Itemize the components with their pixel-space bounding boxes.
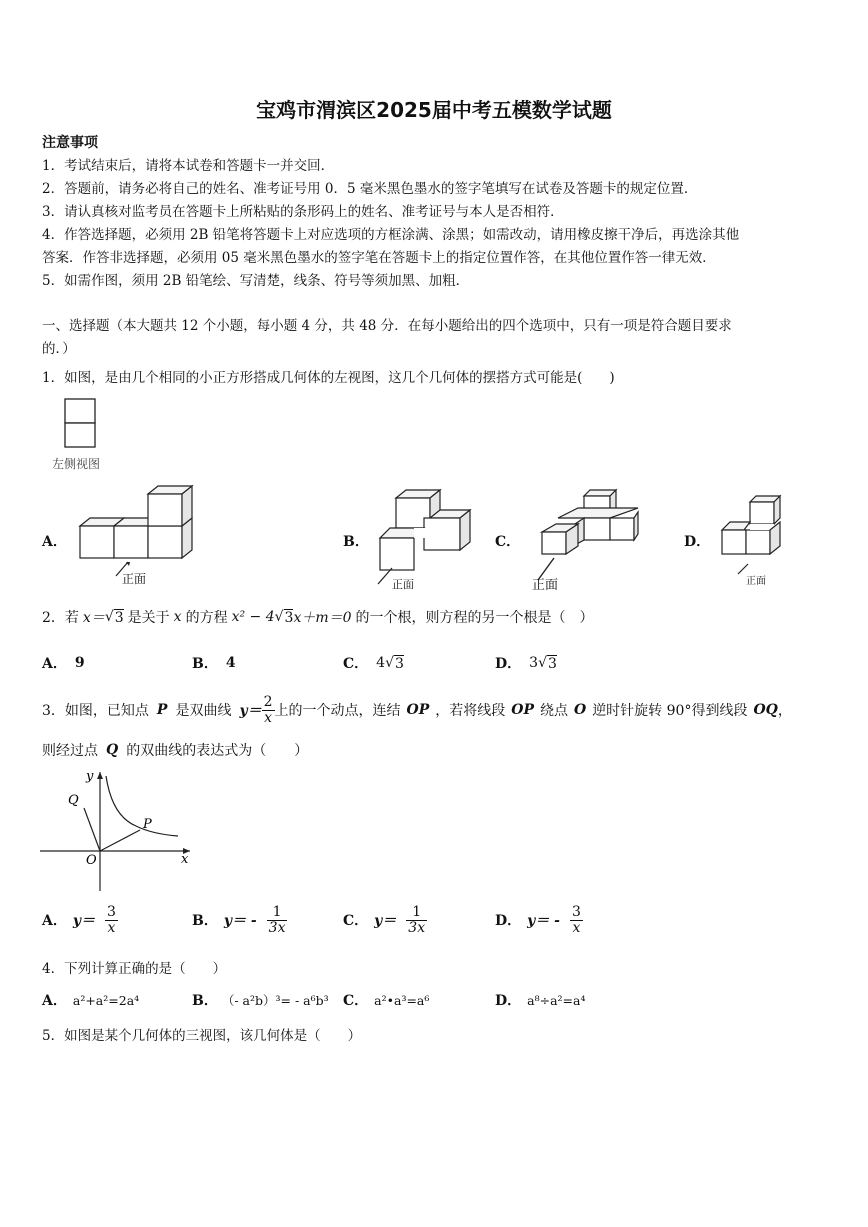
q3-var: Q: [106, 742, 119, 758]
q3-var: OQ: [753, 702, 778, 718]
q1-stem: 1．如图，是由几个相同的小正方形搭成几何体的左视图，这几个几何体的摆搭方式可能是( ): [42, 370, 615, 386]
page-title: 宝鸡市渭滨区2025届中考五模数学试题: [256, 98, 612, 122]
q3-var: OP: [406, 702, 430, 718]
fraction-num: 2: [263, 693, 273, 710]
notice-item: 4．作答选择题，必须用 2B 铅笔将答题卡上对应选项的方框涂满、涂黑；如需改动，请用橡皮擦干净后，再选涂其他: [42, 227, 740, 243]
front-label: 正面: [746, 576, 766, 587]
notice-item: 3．请认真核对监考员在答题卡上所粘贴的条形码上的姓名、准考证号与本人是否相符．: [42, 204, 564, 220]
option-lhs: y＝ -: [223, 913, 257, 930]
q3-var: P: [156, 702, 168, 718]
q3-option-a: [42, 905, 118, 935]
option-label: C．: [343, 656, 369, 672]
fraction-den: 3x: [408, 919, 426, 936]
q3-text: 的双曲线的表达式为（ ）: [126, 743, 309, 759]
fraction-den: x: [107, 919, 116, 936]
q2-equation-tail: x＋m＝0: [293, 610, 352, 626]
option-fraction: [105, 905, 118, 935]
graph-label-y: y: [86, 769, 94, 784]
q2-mid: 是关于: [127, 610, 170, 626]
option-lhs: y＝: [374, 913, 397, 930]
q3-text: ，: [777, 703, 792, 719]
option-value: 9: [74, 655, 85, 671]
q2-stem: [42, 606, 594, 628]
left-view-caption: 左侧视图: [52, 457, 101, 471]
option-text: a⁸÷a²=a⁴: [527, 992, 586, 1008]
option-label: A．: [42, 913, 67, 930]
option-text: a²+a²=2a⁴: [72, 992, 140, 1008]
option-text: （- a²b）³= - a⁶b³: [221, 993, 329, 1008]
sqrt-sign: √: [274, 609, 284, 625]
option-label: B．: [192, 656, 218, 672]
q1-option-b-figure: [372, 488, 482, 588]
q1-option-c-label: C．: [495, 534, 521, 550]
sqrt-sign: √: [538, 655, 547, 671]
option-label: D．: [495, 656, 522, 672]
left-view-figure: [64, 398, 104, 458]
fraction-num: 3: [571, 904, 581, 920]
q3-var: OP: [511, 702, 534, 718]
q5-stem: 5．如图是某个几何体的三视图，该几何体是（ ）: [42, 1028, 362, 1044]
fraction-den: x: [264, 709, 272, 726]
option-value: 3: [529, 655, 539, 671]
q3-text: 绕点: [539, 703, 568, 719]
q4-option-c: [343, 990, 429, 1010]
graph-label-o: O: [86, 853, 97, 868]
graph-label-x: x: [181, 852, 189, 867]
option-label: A．: [42, 656, 67, 672]
q3-option-b: [192, 905, 287, 935]
front-label: 正面: [392, 578, 414, 591]
option-fraction: [570, 905, 583, 935]
notice-heading: 注意事项: [42, 135, 98, 151]
q3-stem: [42, 688, 792, 732]
q2-option-a: [42, 653, 85, 673]
option-root: 3: [547, 655, 557, 672]
q3-text: 是双曲线: [175, 703, 232, 719]
q2-suffix: 的一个根，则方程的另一个根是（ ）: [355, 610, 594, 626]
fraction-den: x: [572, 919, 581, 936]
option-lhs: y＝: [72, 913, 96, 930]
q2-equation: x² − 4: [231, 609, 275, 625]
q4-option-d: [495, 990, 585, 1010]
q3-text: 3．如图，已知点: [42, 703, 149, 719]
front-label: 正面: [122, 572, 147, 586]
q2-eq-text: 的方程: [185, 610, 228, 626]
notice-item: 2．答题前，请务必将自己的姓名、准考证号用 0．5 毫米黑色墨水的签字笔填写在试卷及答题卡的规定位置．: [42, 181, 698, 197]
option-value: 4: [225, 655, 236, 671]
q4-stem: 4．下列计算正确的是（ ）: [42, 961, 227, 977]
notice-item: 1．考试结束后，请将本试卷和答题卡一并交回．: [42, 158, 335, 174]
fraction-den: 3x: [268, 919, 286, 936]
q2-prefix: 2．若: [42, 610, 79, 626]
option-root: 3: [395, 655, 404, 672]
q1-option-a-label: A．: [42, 534, 67, 550]
q3-option-c: [343, 905, 427, 935]
q3-text: 逆时针旋转 90°得到线段: [592, 703, 748, 719]
option-label: C．: [343, 913, 369, 930]
q2-x: x: [173, 609, 182, 625]
graph-label-p: P: [143, 817, 152, 832]
option-fraction: [267, 905, 288, 935]
q4-option-a: [42, 990, 139, 1010]
q3-text: 上的一个动点，连结: [274, 703, 401, 719]
q2-option-d: [495, 653, 557, 673]
q3-text: 则经过点: [42, 743, 98, 759]
q1-option-d-label: D．: [684, 534, 711, 550]
option-value: 4: [376, 655, 386, 671]
front-label: 正面: [532, 578, 559, 593]
section-heading-cont: 的．）: [42, 341, 76, 357]
q3-stem-line2: [42, 740, 308, 760]
q2-x-eq: x＝: [82, 610, 105, 626]
q2-option-c: [343, 653, 404, 673]
q3-fraction: [262, 695, 275, 725]
q1-option-c-figure: [528, 488, 648, 588]
sqrt-sign: √: [385, 655, 394, 671]
fraction-num: 3: [107, 904, 116, 920]
q1-option-d-figure: [718, 494, 798, 584]
notice-item: 5．如需作图，须用 2B 铅笔绘、写清楚，线条、符号等须加黑、加粗．: [42, 273, 470, 289]
option-label: C．: [343, 993, 369, 1009]
option-label: B．: [192, 993, 218, 1009]
q3-option-d: [495, 905, 583, 935]
q3-var: y＝: [239, 703, 262, 719]
option-label: D．: [495, 913, 522, 930]
q2-option-b: [192, 653, 236, 673]
option-label: D．: [495, 993, 522, 1009]
section-heading: 一、选择题（本大题共 12 个小题，每小题 4 分，共 48 分．在每小题给出的四个选项中，只有一项是符合题目要求: [42, 318, 732, 334]
q3-text: ，若将线段: [435, 703, 506, 719]
q2-sqrt3b: 3: [284, 609, 294, 626]
q1-option-b-label: B．: [343, 534, 369, 550]
option-label: A．: [42, 993, 67, 1009]
q3-var: O: [573, 702, 587, 718]
option-label: B．: [192, 913, 218, 930]
option-fraction: [406, 905, 427, 935]
fraction-num: 1: [267, 905, 288, 921]
option-text: a²•a³=a⁶: [374, 992, 430, 1008]
sqrt-sign: √: [104, 609, 114, 625]
q4-option-b: [192, 990, 329, 1010]
fraction-num: 1: [406, 905, 427, 921]
q2-sqrt3: 3: [114, 609, 124, 626]
notice-item: 答案．作答非选择题，必须用 05 毫米黑色墨水的签字笔在答题卡上的指定位置作答，在其他位置作答一律无效．: [42, 250, 716, 266]
q3-hyperbola-graph: [40, 766, 200, 894]
option-lhs: y＝ -: [527, 913, 560, 930]
graph-label-q: Q: [68, 793, 79, 808]
